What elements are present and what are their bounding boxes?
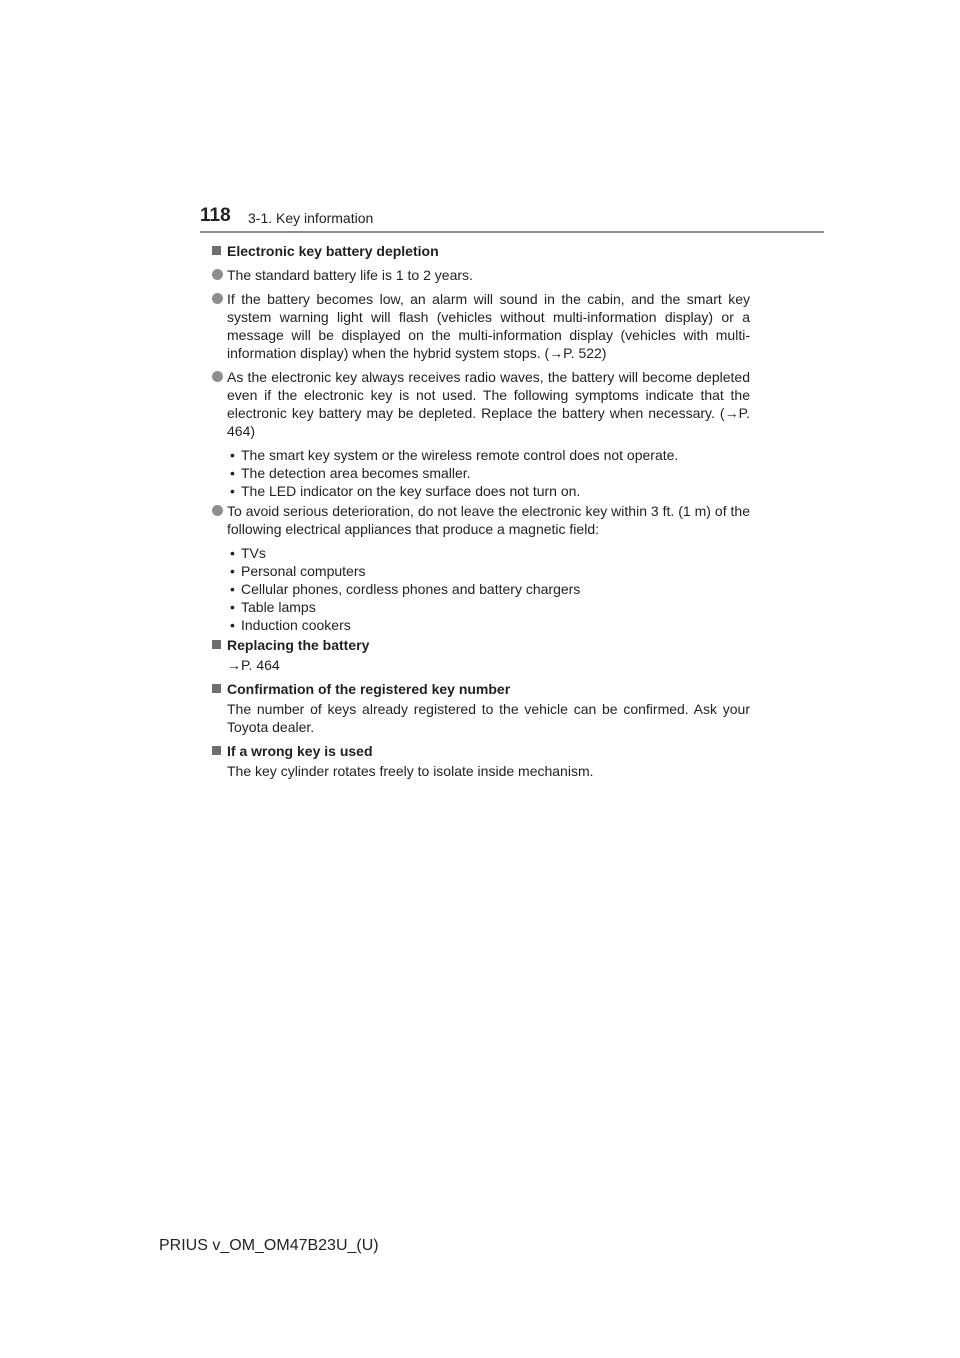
section-body: The number of keys already registered to the vehicle can be confirmed. Ask your Toyota dealer.	[227, 701, 750, 735]
square-bullet-icon	[212, 246, 221, 255]
appliance-list	[212, 544, 750, 634]
bullet-item: To avoid serious deterioration, do not leave the electronic key within 3 ft. (1 m) of the following electrical appliances that produce a magnetic field:	[212, 502, 750, 538]
document-code: PRIUS v_OM_OM47B23U_(U)	[159, 1237, 379, 1254]
section-body: The key cylinder rotates freely to isolate inside mechanism.	[227, 763, 594, 779]
header-divider	[200, 231, 824, 233]
circle-bullet-icon	[212, 505, 223, 516]
page-number: 118	[200, 205, 231, 226]
dot-bullet-icon: •	[230, 483, 235, 499]
list-item: • The detection area becomes smaller.	[230, 465, 471, 481]
list-item: • Personal computers	[230, 563, 366, 579]
symptom-list	[212, 446, 750, 500]
page-header	[200, 204, 824, 234]
dot-bullet-icon: •	[230, 465, 235, 481]
dot-bullet-icon: •	[230, 545, 235, 561]
dot-bullet-icon: •	[230, 447, 235, 463]
square-bullet-icon	[212, 746, 221, 755]
list-item: • TVs	[230, 545, 266, 561]
circle-bullet-icon	[212, 371, 223, 382]
circle-bullet-icon	[212, 269, 223, 280]
dot-bullet-icon: •	[230, 581, 235, 597]
section-heading-replacing-battery: Replacing the battery	[212, 636, 750, 654]
bullet-item: If the battery becomes low, an alarm will sound in the cabin, and the smart key system warning light will flash (vehicles without multi-information display) or a message will be displayed on the multi-information display (vehicles with multi-information display) when the hybrid system stops. (→P. 522)	[212, 290, 750, 362]
page-reference: →P. 464	[227, 657, 280, 673]
list-item: • Cellular phones, cordless phones and battery chargers	[230, 581, 581, 597]
section-heading-battery-depletion: Electronic key battery depletion	[212, 242, 750, 260]
list-item: • Induction cookers	[230, 617, 351, 633]
dot-bullet-icon: •	[230, 563, 235, 579]
list-item: • The smart key system or the wireless remote control does not operate.	[230, 447, 679, 463]
list-item: • Table lamps	[230, 599, 316, 615]
bullet-item: The standard battery life is 1 to 2 years.	[212, 266, 750, 284]
section-title: 3-1. Key information	[248, 210, 374, 226]
circle-bullet-icon	[212, 293, 223, 304]
dot-bullet-icon: •	[230, 617, 235, 633]
dot-bullet-icon: •	[230, 599, 235, 615]
square-bullet-icon	[212, 640, 221, 649]
list-item: • The LED indicator on the key surface does not turn on.	[230, 483, 581, 499]
section-heading-registered-key-number: Confirmation of the registered key number	[212, 680, 750, 698]
section-heading-wrong-key: If a wrong key is used	[212, 742, 750, 760]
square-bullet-icon	[212, 684, 221, 693]
page-content	[212, 242, 750, 780]
bullet-item: As the electronic key always receives radio waves, the battery will become depleted even if the electronic key is not used. The following symptoms indicate that the electronic key battery may be depleted. Replace the battery when necessary. (→P. 464)	[212, 368, 750, 440]
